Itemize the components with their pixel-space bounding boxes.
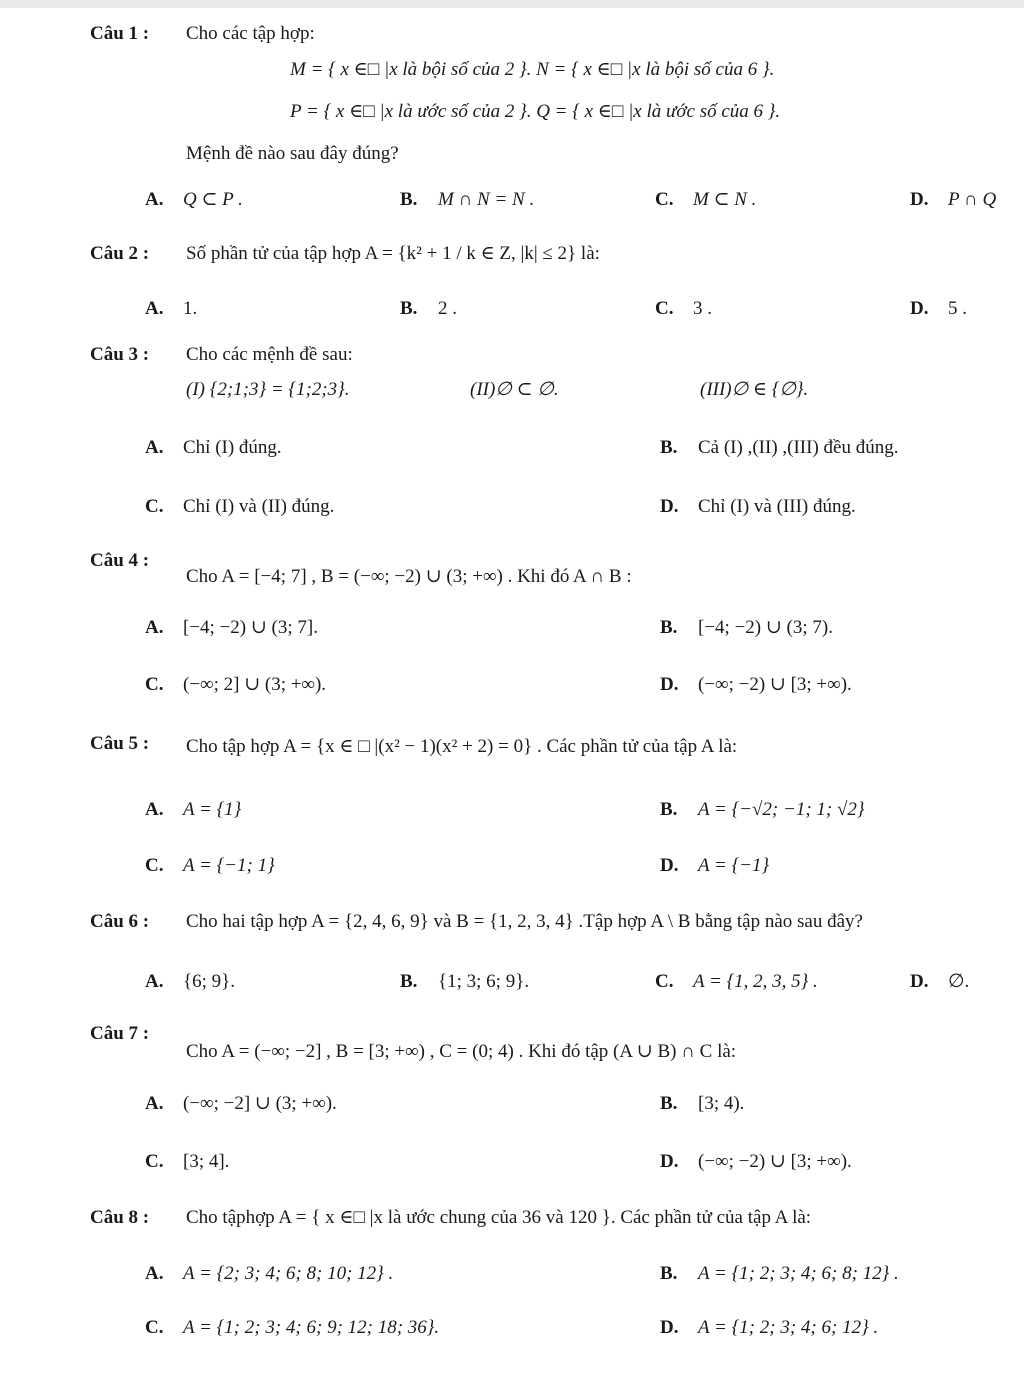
question-2-option-a[interactable] [145,297,197,321]
question-5-option-b[interactable] [660,798,865,822]
question-7-option-c[interactable] [145,1150,229,1174]
question-3-option-a[interactable] [145,436,282,460]
top-edge-bar [0,0,1024,8]
option-key: A. [145,799,164,820]
question-2-label: Câu 2 : [90,243,150,264]
question-4-option-a[interactable] [145,616,318,640]
option-key: A. [145,971,164,992]
option-text: M ⊂ N . [693,189,757,210]
option-key: A. [145,298,164,319]
option-text: A = {1} [183,799,242,820]
option-text: 5 . [948,298,967,319]
option-key: C. [145,1151,164,1172]
option-text: Chỉ (I) đúng. [183,437,282,458]
option-text: (−∞; −2] ∪ (3; +∞). [183,1093,337,1114]
option-text: (−∞; 2] ∪ (3; +∞). [183,674,327,695]
option-key: C. [145,1317,164,1338]
question-2-prompt: Số phần tử của tập hợp A = {k² + 1 / k ∈ Z, |k| ≤ 2} là: [186,243,600,264]
option-text: ∅. [948,971,970,992]
option-text: (−∞; −2) ∪ [3; +∞). [698,674,852,695]
option-key: D. [910,298,929,319]
question-1-option-b[interactable] [400,188,534,212]
question-7-option-d[interactable] [660,1150,852,1174]
option-key: B. [400,298,418,319]
question-1-option-a[interactable] [145,188,243,212]
option-text: A = {1; 2; 3; 4; 6; 9; 12; 18; 36}. [183,1317,440,1338]
question-4-option-b[interactable] [660,616,833,640]
option-text: A = {−√2; −1; 1; √2} [698,799,865,820]
option-text: A = {1; 2; 3; 4; 6; 12} . [698,1317,879,1338]
question-1-sets-mn: M = { x ∈□ |x là bội số của 2 }. N = { x ∈□ |x là bội số của 6 }. [290,59,775,80]
question-4-label: Câu 4 : [90,550,150,571]
option-key: D. [910,971,929,992]
question-6-label: Câu 6 : [90,911,150,932]
option-text: A = {1; 2; 3; 4; 6; 8; 12} . [698,1263,899,1284]
option-text: {6; 9}. [183,971,236,992]
option-key: B. [660,437,678,458]
option-text: A = {2; 3; 4; 6; 8; 10; 12} . [183,1263,394,1284]
question-8-prompt: Cho tậphợp A = { x ∈□ |x là ước chung của 36 và 120 }. Các phần tử của tập A là: [186,1207,812,1228]
option-text: [3; 4). [698,1093,745,1114]
question-5-option-c[interactable] [145,854,275,878]
question-7-option-b[interactable] [660,1092,744,1116]
question-8-option-c[interactable] [145,1316,439,1340]
question-3-option-d[interactable] [660,495,856,519]
question-5-label: Câu 5 : [90,733,150,754]
question-6-prompt: Cho hai tập hợp A = {2, 4, 6, 9} và B = {1, 2, 3, 4} .Tập hợp A \ B bằng tập nào sau đây? [186,911,863,932]
option-text: [3; 4]. [183,1151,230,1172]
option-key: B. [400,971,418,992]
option-text: {1; 3; 6; 9}. [438,971,530,992]
option-key: C. [145,496,164,517]
question-6-option-d[interactable] [910,970,969,994]
option-text: [−4; −2) ∪ (3; 7]. [183,617,318,638]
question-3-label: Câu 3 : [90,344,150,365]
option-key: D. [660,855,679,876]
option-key: B. [400,189,418,210]
option-text: Q ⊂ P . [183,189,243,210]
option-text: Chỉ (I) và (III) đúng. [698,496,856,517]
question-5-option-a[interactable] [145,798,241,822]
option-text: Cả (I) ,(II) ,(III) đều đúng. [698,437,899,458]
question-3-statement-2: (II)∅ ⊂ ∅. [470,379,559,400]
question-3-statement-1: (I) {2;1;3} = {1;2;3}. [186,379,350,400]
option-key: C. [655,971,674,992]
question-3-statement-3: (III)∅ ∈ {∅}. [700,379,809,400]
option-key: C. [145,855,164,876]
question-1-option-d[interactable] [910,188,996,212]
option-key: D. [660,1317,679,1338]
option-text: M ∩ N = N . [438,189,535,210]
option-key: B. [660,1263,678,1284]
option-key: D. [660,1151,679,1172]
question-3-prompt: Cho các mệnh đề sau: [186,344,353,365]
option-key: D. [910,189,929,210]
option-key: D. [660,674,679,695]
option-key: B. [660,1093,678,1114]
option-key: D. [660,496,679,517]
question-7-prompt: Cho A = (−∞; −2] , B = [3; +∞) , C = (0; 4) . Khi đó tập (A ∪ B) ∩ C là: [186,1041,737,1062]
option-text: A = {−1} [698,855,770,876]
option-text: 3 . [693,298,712,319]
question-2-option-b[interactable] [400,297,457,321]
option-key: A. [145,437,164,458]
option-text: A = {−1; 1} [183,855,275,876]
question-5-prompt: Cho tập hợp A = {x ∈ □ |(x² − 1)(x² + 2) = 0} . Các phần tử của tập A là: [186,736,738,757]
question-1-prompt: Cho các tập hợp: [186,23,315,44]
question-5-option-d[interactable] [660,854,769,878]
option-key: A. [145,617,164,638]
question-4-option-d[interactable] [660,673,852,697]
option-key: A. [145,1263,164,1284]
option-key: A. [145,189,164,210]
option-key: A. [145,1093,164,1114]
option-key: C. [655,298,674,319]
question-7-label: Câu 7 : [90,1023,150,1044]
question-8-option-a[interactable] [145,1262,393,1286]
option-text: A = {1, 2, 3, 5} . [693,971,818,992]
question-3-option-b[interactable] [660,436,898,460]
question-8-option-b[interactable] [660,1262,899,1286]
question-1-option-c[interactable] [655,188,756,212]
question-6-option-b[interactable] [400,970,529,994]
option-text: 1. [183,298,198,319]
option-text: 2 . [438,298,457,319]
question-3-option-c[interactable] [145,495,334,519]
question-2-option-d[interactable] [910,297,967,321]
option-key: C. [145,674,164,695]
option-key: B. [660,799,678,820]
question-6-option-c[interactable] [655,970,818,994]
question-8-label: Câu 8 : [90,1207,150,1228]
option-text: Chỉ (I) và (II) đúng. [183,496,335,517]
question-2-option-c[interactable] [655,297,712,321]
question-1-ask: Mệnh đề nào sau đây đúng? [186,143,399,164]
option-key: B. [660,617,678,638]
question-1-sets-pq: P = { x ∈□ |x là ước số của 2 }. Q = { x ∈□ |x là ước số của 6 }. [290,101,781,122]
question-4-prompt: Cho A = [−4; 7] , B = (−∞; −2) ∪ (3; +∞) . Khi đó A ∩ B : [186,566,632,587]
option-key: C. [655,189,674,210]
option-text: [−4; −2) ∪ (3; 7). [698,617,833,638]
option-text: P ∩ Q [948,189,997,210]
question-7-option-a[interactable] [145,1092,337,1116]
question-6-option-a[interactable] [145,970,235,994]
question-4-option-c[interactable] [145,673,326,697]
option-text: (−∞; −2) ∪ [3; +∞). [698,1151,852,1172]
question-8-option-d[interactable] [660,1316,878,1340]
question-1-label: Câu 1 : [90,23,150,44]
